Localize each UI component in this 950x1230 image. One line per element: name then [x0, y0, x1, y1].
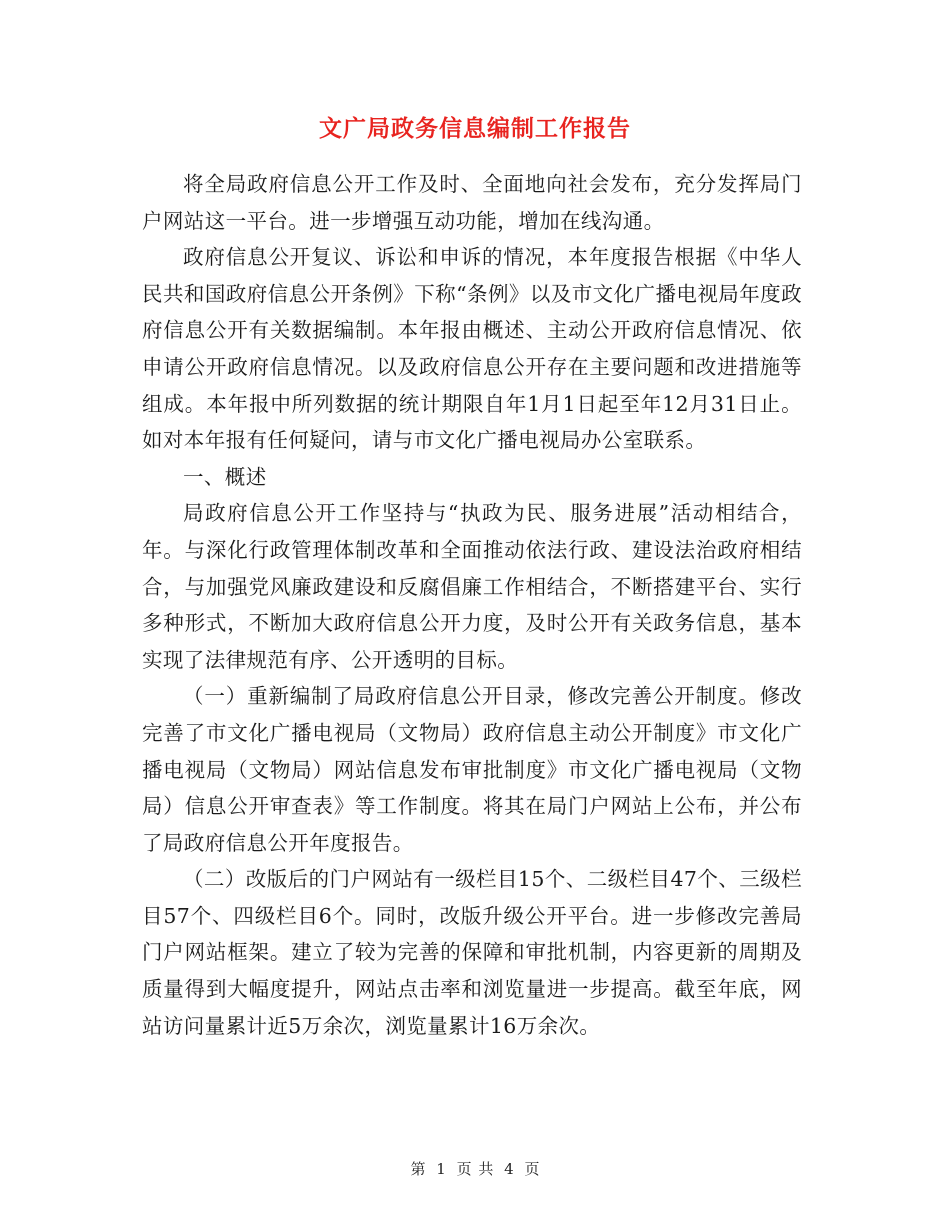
footer-prefix: 第 — [410, 1160, 426, 1178]
paragraph-item-two: （二）改版后的门户网站有一级栏目15个、二级栏目47个、三级栏目57个、四级栏目6个。同时，改版升级公开平台。进一步修改完善局门户网站框架。建立了较为完善的保障和审批机制，内容更新的周期及质量得到大幅度提升，网站点击率和浏览量进一步提高。截至年底，网站访问量累计近5万余次，浏览量累计16万余次。 — [142, 867, 802, 1038]
document-title: 文广局政务信息编制工作报告 — [319, 115, 631, 142]
document-body — [142, 166, 802, 1044]
footer-current-page: 1 — [436, 1160, 446, 1178]
section-heading-overview: 一、概述 — [183, 464, 267, 489]
paragraph-item-one: （一）重新编制了局政府信息公开目录，修改完善公开制度。修改完善了市文化广播电视局（文物局）政府信息主动公开制度》市文化广播电视局（文物局）网站信息发布审批制度》市文化广播电视局（文物局）信息公开审查表》等工作制度。将其在局门户网站上公布，并公布了局政府信息公开年度报告。 — [142, 684, 802, 855]
footer-suffix: 页 — [524, 1160, 540, 1178]
page-footer — [0, 1158, 950, 1179]
paragraph-intro: 将全局政府信息公开工作及时、全面地向社会发布，充分发挥局门户网站这一平台。进一步增强互动功能，增加在线沟通。 — [142, 172, 802, 233]
footer-total-pages: 4 — [504, 1160, 514, 1178]
paragraph-overview: 局政府信息公开工作坚持与“执政为民、服务进展”活动相结合，年。与深化行政管理体制改革和全面推动依法行政、建设法治政府相结合，与加强党风廉政建设和反腐倡廉工作相结合，不断搭建平台、实行多种形式，不断加大政府信息公开力度，及时公开有关政务信息，基本实现了法律规范有序、公开透明的目标。 — [142, 501, 802, 672]
paragraph-report-basis: 政府信息公开复议、诉讼和申诉的情况，本年度报告根据《中华人民共和国政府信息公开条例》下称“条例》以及市文化广播电视局年度政府信息公开有关数据编制。本年报由概述、主动公开政府信息情况、依申请公开政府信息情况。以及政府信息公开存在主要问题和改进措施等组成。本年报中所列数据的统计期限自年1月1日起至年12月31日止。如对本年报有任何疑问，请与市文化广播电视局办公室联系。 — [142, 245, 802, 453]
footer-mid: 页 共 — [456, 1160, 494, 1178]
